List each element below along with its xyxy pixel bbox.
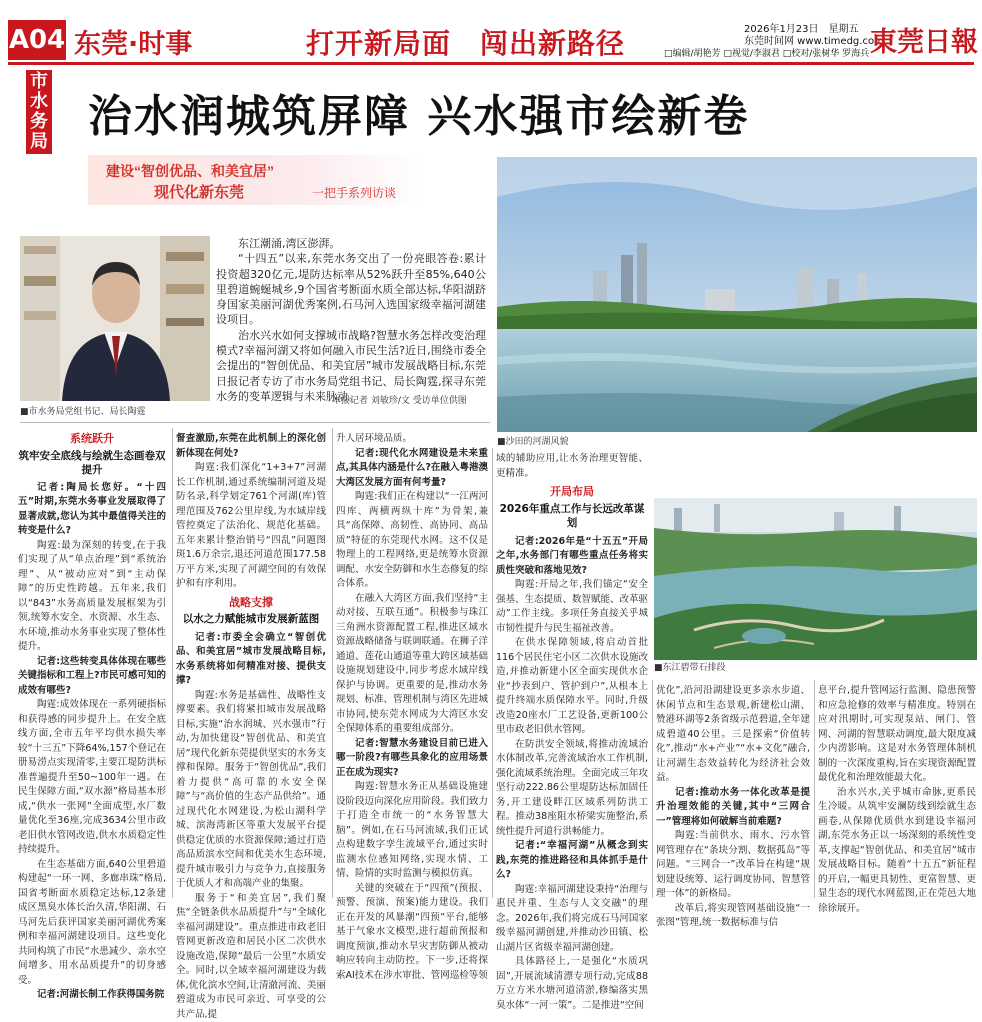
article-column-6 [818, 684, 976, 898]
question-text: 记者:智慧水务建设目前已进入哪一阶段?有哪些具象化的应用场景正在成为现实? [336, 737, 488, 781]
column-divider [332, 428, 333, 898]
column-divider [652, 680, 653, 898]
dongjiang-aerial-illustration [654, 498, 977, 660]
column-divider [814, 680, 815, 898]
byline: 本报记者 刘敏珍/文 受访单位供图 [332, 393, 467, 406]
intro-paragraph-2: 治水兴水如何支撑城市战略?智慧水务怎样改变治理模式?幸福河湖又将如何融入市民生活?近日,围绕市委全会提出的“智创优品、和美宜居”城市发展战略目标,东莞日报记者专访了市水务局党组书记、局长陶霆,探寻东莞水务的变革逻辑与未来脉动。 [216, 328, 486, 404]
answer-text: 关键的突破在于“四预”(预报、预警、预演、预案)能力建设。我们正在开发的风暴潮“四预”平台,能够基于气象水文模型,进行超前预报和调度预演,推动水旱灾害防御从被动响应转向主动防控。下一步,还将探索AI技术在涉水审批、管网巡检等领 [336, 882, 488, 984]
question-text: 记者:河湖长制工作获得国务院 [18, 988, 166, 1003]
banner-line-1: 建设“智创优品、和美宜居” [106, 161, 274, 181]
article-column-1 [18, 432, 166, 898]
portrait-caption: ■市水务局党组书记、局长陶霆 [20, 404, 146, 417]
article-column-2 [176, 432, 326, 898]
river-scenery-illustration [497, 157, 977, 432]
column-divider [172, 428, 173, 898]
website-line: 东莞时间网 www.timedg.com [744, 36, 884, 48]
answer-text: 在融入大湾区方面,我们坚持“主动对接、互联互通”。积极参与珠江三角洲水资源配置工程,推进区域水资源战略储备与联调联通。在狮子洋通道、莲花山通道等重大跨区域基础设施规划建设中,同步考虑水域岸线保护与协调。更重要的是,推动水务规划、标准、管理机制与湾区先进城市协同,使东莞水网成为大湾区水安全保障体系的重要组成部分。 [336, 592, 488, 737]
section-heading-1: 系统跃升 [18, 432, 166, 447]
answer-text: 息平台,提升管网运行监测、隐患预警和应急抢修的效率与精准度。特别在应对汛期时,可实现泵站、闸门、管网、河湖的智慧联动调度,最大限度减少内涝影响。这是对水务管理体制机制的一次深度重构,旨在实现资源配置最优化和治理效能最大化。 [818, 684, 976, 786]
intro-lead: 东江潮涌,湾区澎湃。 [216, 236, 486, 251]
series-banner [88, 155, 423, 205]
answer-text: 陶霆:我们深化“1+3+7”河湖长工作机制,通过系统编制河道及堤防名录,科学划定761个河湖(库)管理范围及762公里岸线,为水域岸线管控奠定了法治化、规范化基础。五年来累计整治销号“四乱”问题图斑1.6万余宗,退还河道范围177.58万平方米,实现了河湖空间的有效保护和有序利用。 [176, 461, 326, 592]
newspaper-logo: 東莞日報 [870, 20, 978, 59]
second-photo-caption: ■东江碧带石排段 [654, 660, 726, 673]
intro-text [216, 236, 486, 384]
answer-text: 在供水保障领域,将启动首批116个居民住宅小区二次供水设施改造,并推动新建小区全面实现供水企业“抄表到户、管护到户”,从根本上提升终端水质保障水平。同时,升级改造20座水厂工艺设备,更新100公里市政老旧供水管网。 [496, 636, 648, 738]
answer-text: 升人居环境品质。 [336, 432, 488, 447]
answer-text: 在生态基础方面,640公里碧道构建起“一环一网、多廊串珠”格局,国省考断面水质稳定达标,12条建成区黑臭水体长治久清,华阳湖、石马河先后获评国家美丽河湖优秀案例和幸福河湖建设项目。这些变化共同构筑了市民“水患减少、亲水空间增多、用水品质提升”的切身感受。 [18, 858, 166, 989]
column-divider [492, 448, 493, 898]
masthead-rule [8, 62, 974, 65]
answer-text: 陶霆:最为深刻的转变,在于我们实现了从“单点治理”到“系统治理”、从“被动应对”到“主动保障”的历史性跨越。五年来,我们以“843”水务高质量发展框架为引领,统筹水安全、水资源、水生态、水环境,推动水务事业实现了整体性提升。 [18, 539, 166, 655]
main-headline: 治水润城筑屏障 兴水强市绘新卷 [88, 80, 749, 144]
answer-text: 陶霆:开局之年,我们锚定“安全强基、生态提质、数智赋能、改革驱动”工作主线。多项任务直接关乎城市韧性提升与民生福祉改善。 [496, 578, 648, 636]
answer-text: 陶霆:当前供水、雨水、污水管网管理存在“条块分割、数据孤岛”等问题。“三网合一”改革旨在构建“规划建设统筹、运行调度协同、智慧管理一体”的新格局。 [656, 829, 810, 902]
question-text: 记者:陶局长您好。“十四五”时期,东莞水务事业发展取得了显著成就,您认为其中最值得关注的转变是什么? [18, 481, 166, 539]
answer-text: 陶霆:幸福河湖建设秉持“治理与惠民并重、生态与人文交融”的理念。2026年,我们将完成石马河国家级幸福河湖创建,并推动沙田镇、松山湖片区省级幸福河湖创建。 [496, 883, 648, 956]
question-text: 记者:2026年是“十五五”开局之年,水务部门有哪些重点任务将实质性突破和落地见效? [496, 535, 648, 579]
answer-text: 陶霆:水务是基础性、战略性支撑要素。我们将紧扣城市发展战略目标,实施“治水润城、兴水强市”行动,为加快建设“智创优品、和美宜居”现代化新东莞提供坚实的水务支撑和保障。服务于“智创优品”,我们着力提供“高可靠的水安全保障”与“高价值的生态产品供给”。通过现代化水网建设,为松山湖科学城、滨海湾新区等重大发展平台提供稳定优质的水资源保障;通过打造高品质滨水空间和优美水生态环境,提升城市吸引力与竞争力,直接服务于优质人才和高端产业的集聚。 [176, 689, 326, 892]
editor-credits: □编辑/胡艳芳 □视觉/李淑君 □校对/张树华 罗海兵 [664, 48, 869, 60]
intro-paragraph-1: “十四五”以来,东莞水务交出了一份亮眼答卷:累计投资超320亿元,堤防达标率从52%跃升至85%,640公里碧道蜿蜒城乡,9个国省考断面水质全部达标,华阳湖跻身国家美丽河湖优秀案例,石马河入选国家级幸福河湖建设项目。 [216, 251, 486, 327]
banner-line-3: 一把手系列访谈 [312, 184, 396, 201]
question-text: 记者:现代化水网建设是未来重点,其具体内涵是什么?在融入粤港澳大湾区发展方面有何考量? [336, 447, 488, 491]
portrait-photo [20, 236, 210, 401]
answer-text: 优化”,沿河沿湖建设更多亲水步道、休闲节点和生态景观,新建松山湖、赞港环湖等2条省级示范碧道,全年建成碧道40公里。三是探索“价值转化”,推动“水+产业”“水+文化”融合,让河湖生态效益转化为经济社会效益。 [656, 684, 810, 786]
answer-text: 陶霆:成效体现在一系列硬指标和获得感的同步提升上。在安全底线方面,全市五年平均供水损失率较“十三五”下降64%,157个登记在册易涝点实现清零,主要江堤防洪标准普遍提升至50~100年一遇。在民生保障方面,“双水源”格局基本形成,“供水一张网”全面成型,水厂数量优化至36座,完成3634公里市政老旧供水管网改造,供水水质稳定性持续提升。 [18, 698, 166, 858]
answer-text: 域的辅助应用,让水务治理更智能、更精准。 [496, 452, 648, 481]
section-subheading-2: 以水之力赋能城市发展新蓝图 [176, 612, 326, 627]
issue-date: 2026年1月23日 星期五 [744, 24, 859, 36]
section-heading-2: 战略支撑 [176, 596, 326, 611]
answer-text: 陶霆:我们正在构建以“一江两河四库、两横两纵十库”为骨架,兼具“高保障、高韧性、高协同、高品质”特征的东莞现代水网。这不仅是物理上的工程网络,更是统筹水资源调配、水安全防御和水生态修复的综合体系。 [336, 490, 488, 592]
answer-text: 改革后,将实现管网基础设施“一张图”管理,统一数据标准与信 [656, 902, 810, 931]
answer-text: 陶霆:智慧水务正从基础设施建设阶段迈向深化应用阶段。我们致力于打造全市统一的“水务智慧大脑”。例如,在石马河流域,我们正试点构建数字孪生流域平台,通过实时监测水位感知网络,实现水情、工情、险情的实时监测与模拟仿真。 [336, 780, 488, 882]
article-column-3 [336, 432, 488, 898]
question-text: 督查激励,东莞在此机制上的深化创新体现在何处? [176, 432, 326, 461]
article-column-5 [656, 684, 810, 898]
answer-text: 在防洪安全领域,将推动流域治水体制改革,完善流域治水工作机制,强化流域系统治理。全面完成三年攻坚行动222.86公里堤防达标加固任务,开工建设畔江区域系列防洪工程。推动38座阻水桥梁实施整治,系统性提升河道行洪畅能力。 [496, 738, 648, 840]
question-text: 记者:这些转变具体体现在哪些关键指标和工程上?市民可感可知的成效有哪些? [18, 655, 166, 699]
department-tag-text: 市水务局 [29, 72, 49, 152]
main-photo-caption: ■沙田的河湖风貌 [497, 434, 569, 447]
article-column-4 [496, 452, 648, 898]
answer-text: 治水兴水,关乎城市命脉,更系民生冷暖。从筑牢安澜防线到绘就生态画卷,从保障优质供水到建设幸福河湖,东莞水务正以一场深刻的系统性变革,支撑起“智创优品、和美宜居”城市发展战略目标。随着“十五五”新征程的开启,一幅更具韧性、更富智慧、更显生态的现代水网蓝图,正在莞邑大地徐徐展开。 [818, 786, 976, 917]
portrait-illustration [20, 236, 210, 401]
question-text: 记者:推动水务一体化改革是提升治理效能的关键,其中“三网合一”管理将如何破解当前难题? [656, 786, 810, 830]
section-heading-3: 开局布局 [496, 485, 648, 500]
question-text: 记者:“幸福河湖”从概念到实践,东莞的推进路径和具体抓手是什么? [496, 839, 648, 883]
section-title: 东莞·时事 [74, 22, 192, 61]
department-tag [26, 70, 52, 154]
section-subheading-3: 2026年重点工作与长远改革谋划 [496, 502, 648, 531]
page-number-badge: A04 [8, 20, 66, 60]
dongjiang-aerial-photo [654, 498, 977, 660]
page-slogan: 打开新局面 闯出新路径 [306, 22, 625, 62]
banner-line-2: 现代化新东莞 [154, 181, 244, 202]
answer-text: 服务于“和美宜居”,我们聚焦“全链条供水品质提升”与“全域化幸福河湖建设”。重点推进市政老旧管网更新改造和居民小区二次供水设施改造,保障“最后一公里”水质安全。同时,以全域幸福河湖建设为载体,优化滨水空间,让清澈河流、美丽碧道成为市民可亲近、可享受的公共产品,提 [176, 892, 326, 1022]
answer-text: 具体路径上,一是强化“水质巩固”,开展流域清漂专项行动,完成88万立方米水塘河道清淤,修编落实黑臭水体“一河一策”。二是推进“空间 [496, 955, 648, 1013]
question-text: 记者:市委全会确立“智创优品、和美宜居”城市发展战略目标,水务系统将如何精准对接、提供支撑? [176, 631, 326, 689]
section-divider [20, 422, 490, 423]
river-scenery-photo [497, 157, 977, 432]
section-subheading-1: 筑牢安全底线与绘就生态画卷双提升 [18, 449, 166, 477]
